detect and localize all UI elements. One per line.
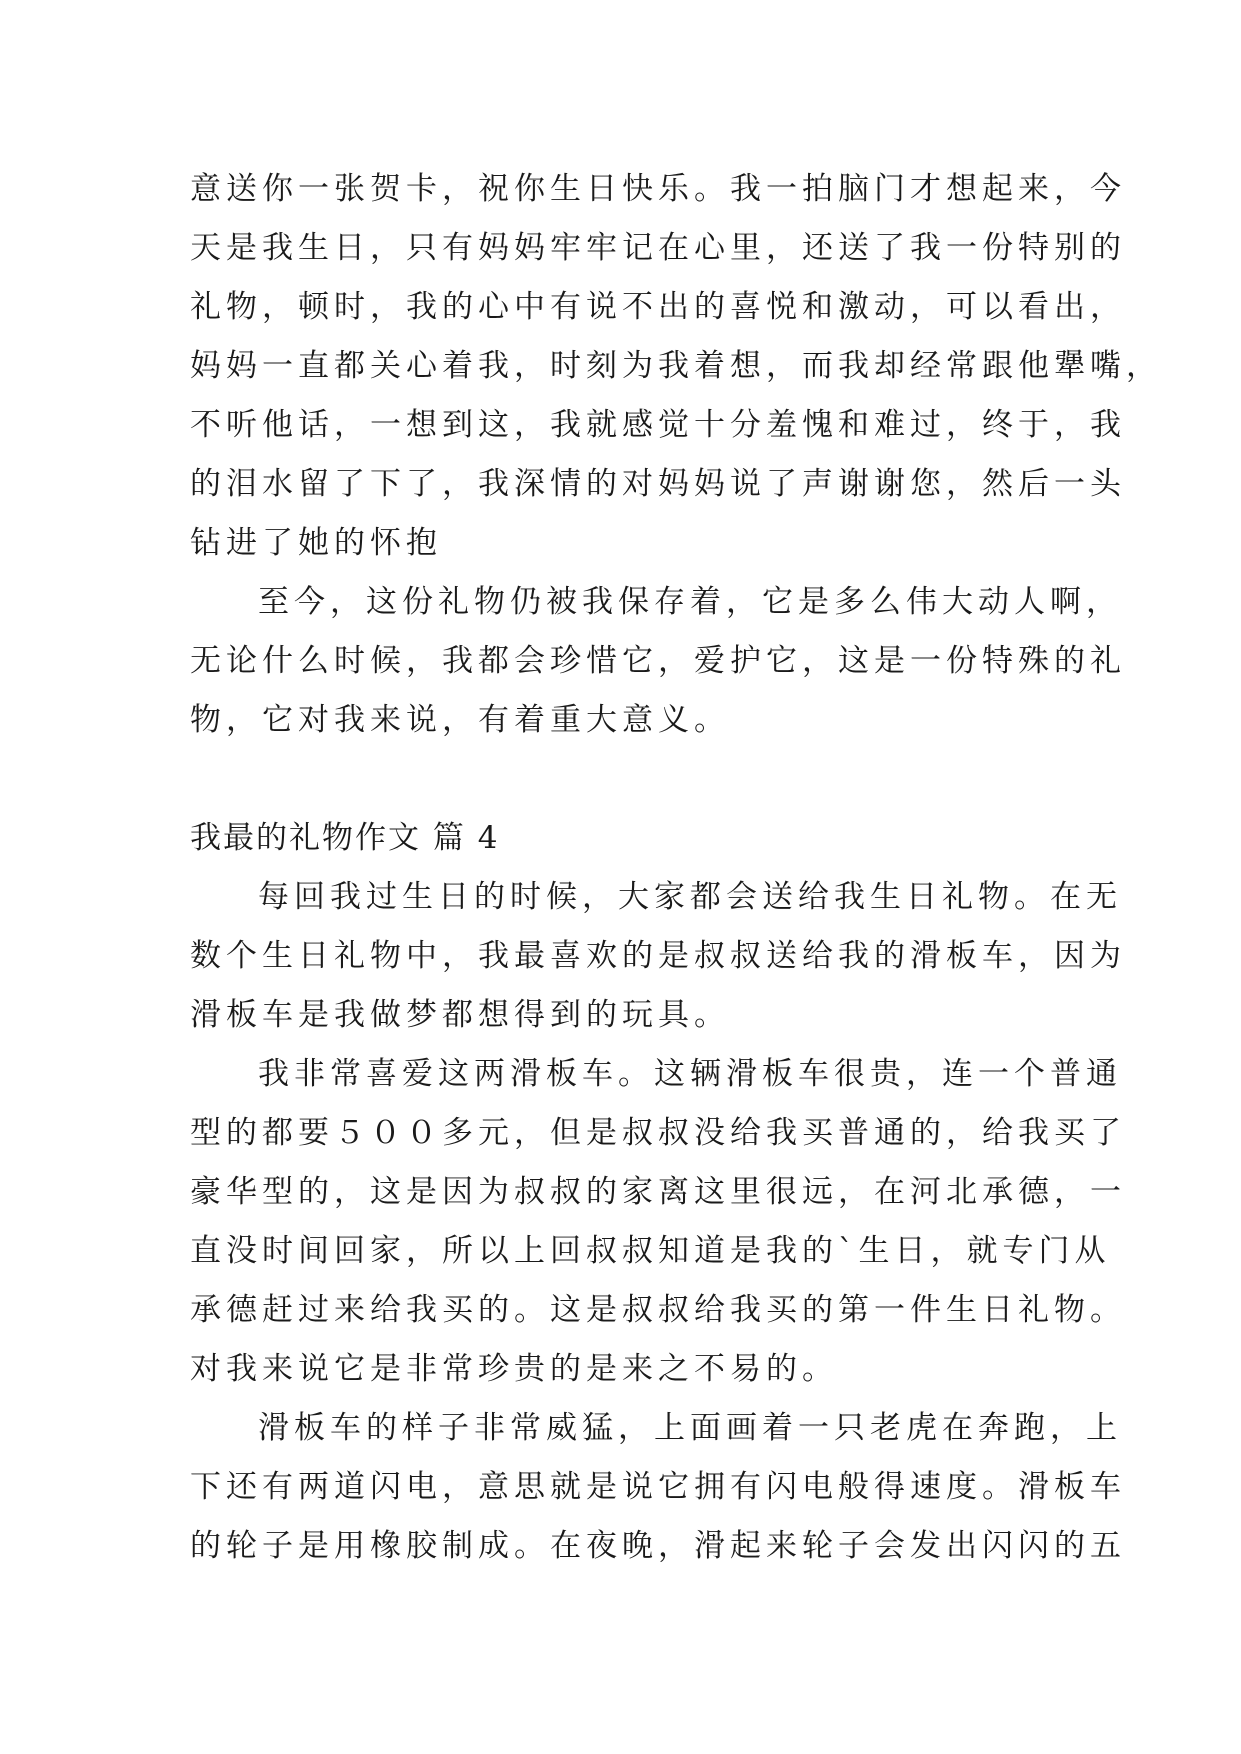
paragraph-2: [190, 573, 1126, 750]
text-line: 数个生日礼物中，我最喜欢的是叔叔送给我的滑板车，因为: [190, 938, 1126, 974]
text-line: 直没时间回家，所以上回叔叔知道是我的`生日，就专门从: [190, 1233, 1111, 1269]
text-line: 滑板车是我做梦都想得到的玩具。: [190, 997, 730, 1033]
text-line: 意送你一张贺卡，祝你生日快乐。我一拍脑门才想起来，今: [190, 171, 1126, 207]
text-line: 每回我过生日的时候，大家都会送给我生日礼物。在无: [258, 879, 1122, 915]
text-line: 至今，这份礼物仍被我保存着，它是多么伟大动人啊，: [258, 584, 1122, 620]
text-line: 滑板车的样子非常威猛，上面画着一只老虎在奔跑，上: [258, 1410, 1122, 1446]
paragraph-5: [190, 1399, 1126, 1576]
text-line: 天是我生日，只有妈妈牢牢记在心里，还送了我一份特别的: [190, 230, 1126, 266]
text-line: 承德赶过来给我买的。这是叔叔给我买的第一件生日礼物。: [190, 1292, 1126, 1328]
text-line: 我非常喜爱这两滑板车。这辆滑板车很贵，连一个普通: [258, 1056, 1122, 1092]
text-line: 礼物，顿时，我的心中有说不出的喜悦和激动，可以看出，: [190, 289, 1126, 325]
document-body: [190, 160, 1162, 1576]
text-line: 无论什么时候，我都会珍惜它，爱护它，这是一份特殊的礼: [190, 643, 1126, 679]
text-line: 的泪水留了下了，我深情的对妈妈说了声谢谢您，然后一头: [190, 466, 1126, 502]
text-line: 对我来说它是非常珍贵的是来之不易的。: [190, 1351, 838, 1387]
text-line: 下还有两道闪电，意思就是说它拥有闪电般得速度。滑板车: [190, 1469, 1126, 1505]
text-line: 不听他话，一想到这，我就感觉十分羞愧和难过，终于，我: [190, 407, 1126, 443]
text-line: 物，它对我来说，有着重大意义。: [190, 702, 730, 738]
text-line: 妈妈一直都关心着我，时刻为我着想，而我却经常跟他犟嘴，: [190, 348, 1162, 384]
paragraph-1: [190, 160, 1162, 573]
paragraph-4: [190, 1045, 1126, 1399]
text-line: 型的都要５００多元，但是叔叔没给我买普通的，给我买了: [190, 1115, 1126, 1151]
text-line: 的轮子是用橡胶制成。在夜晚，滑起来轮子会发出闪闪的五: [190, 1528, 1126, 1564]
section-spacer: [190, 750, 1060, 809]
paragraph-3: [190, 868, 1126, 1045]
text-line: 钻进了她的怀抱: [190, 525, 442, 561]
text-line: 豪华型的，这是因为叔叔的家离这里很远，在河北承德，一: [190, 1174, 1126, 1210]
section-heading: 我最的礼物作文 篇 4: [190, 820, 500, 856]
